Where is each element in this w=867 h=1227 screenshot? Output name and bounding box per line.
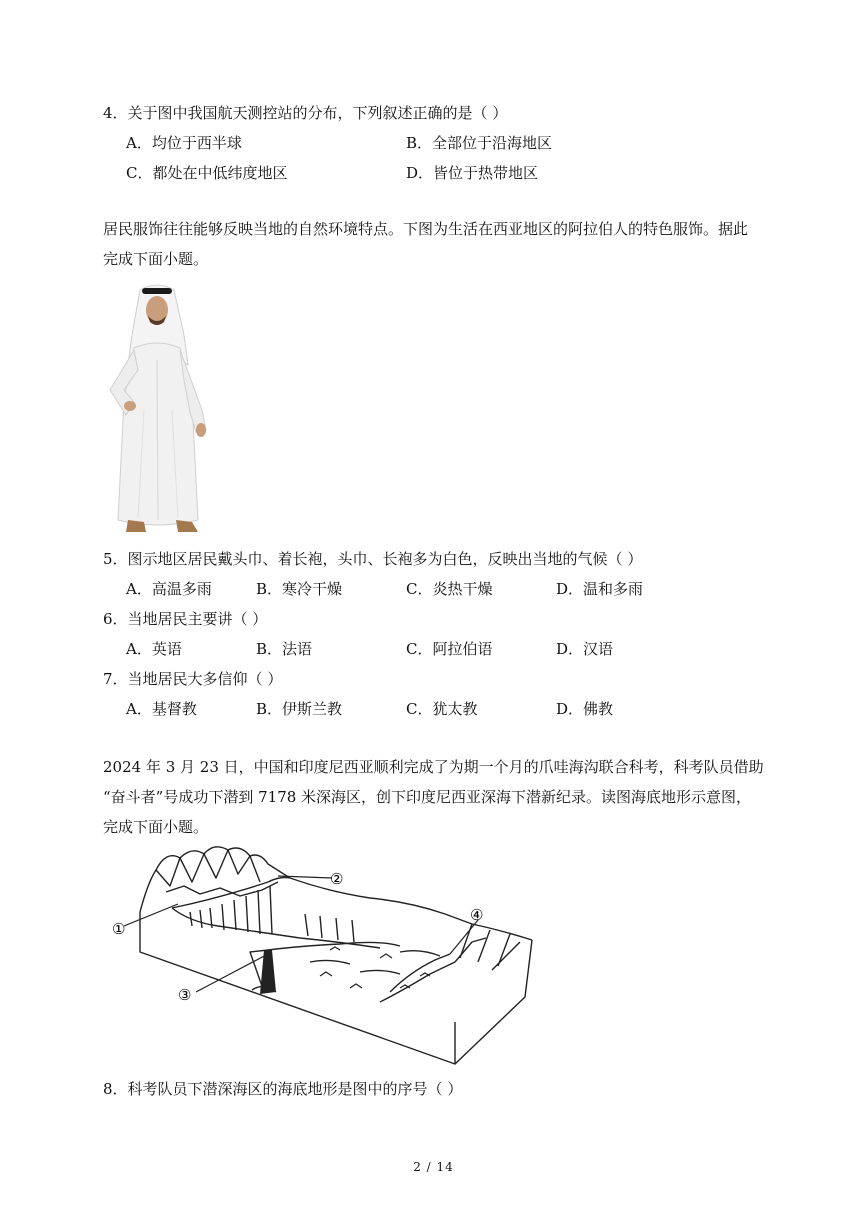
question-4-option-d: D．皆位于热带地区 xyxy=(406,164,539,182)
question-4-option-c: C．都处在中低纬度地区 xyxy=(126,164,288,182)
question-8-stem: 8．科考队员下潜深海区的海底地形是图中的序号（ ） xyxy=(103,1080,463,1098)
question-6-stem: 6．当地居民主要讲（ ） xyxy=(103,610,268,628)
question-7-option-c: C．犹太教 xyxy=(406,700,478,718)
question-5-option-b: B．寒冷干燥 xyxy=(256,580,343,598)
question-6-option-d: D．汉语 xyxy=(556,640,614,658)
svg-text:④: ④ xyxy=(470,906,484,924)
question-6-option-a: A．英语 xyxy=(126,640,182,658)
question-5-option-c: C．炎热干燥 xyxy=(406,580,493,598)
question-4-option-b: B．全部位于沿海地区 xyxy=(406,134,553,152)
question-7-stem: 7．当地居民大多信仰（ ） xyxy=(103,670,283,688)
page-number: 2 / 14 xyxy=(413,1160,454,1174)
question-4-option-a: A．均位于西半球 xyxy=(126,134,242,152)
question-6-option-c: C．阿拉伯语 xyxy=(406,640,493,658)
svg-text:③: ③ xyxy=(178,986,192,1004)
question-6-option-b: B．法语 xyxy=(256,640,313,658)
diagram-label-3 xyxy=(178,986,191,1004)
svg-text:②: ② xyxy=(330,870,344,888)
passage-2-line-3: 完成下面小题。 xyxy=(103,818,209,836)
question-5-stem: 5．图示地区居民戴头巾、着长袍，头巾、长袍多为白色，反映出当地的气候（ ） xyxy=(103,550,643,568)
passage-1-line-2: 完成下面小题。 xyxy=(103,250,209,268)
arab-clothing-figure xyxy=(100,280,215,540)
question-5-option-a: A．高温多雨 xyxy=(126,580,212,598)
passage-2-line-2: “奋斗者”号成功下潜到 7178 米深海区，创下印度尼西亚深海下潜新纪录。读图海底地形示意图， xyxy=(103,788,752,806)
passage-2-line-1: 2024 年 3 月 23 日，中国和印度尼西亚顺利完成了为期一个月的爪哇海沟联合科考，科考队员借助 xyxy=(103,758,764,776)
question-7-option-d: D．佛教 xyxy=(556,700,614,718)
diagram-label-4 xyxy=(470,906,483,924)
svg-text:①: ① xyxy=(112,920,126,938)
diagram-label-2 xyxy=(330,870,343,888)
passage-1-line-1: 居民服饰往往能够反映当地的自然环境特点。下图为生活在西亚地区的阿拉伯人的特色服饰。据此 xyxy=(103,220,749,238)
question-7-option-b: B．伊斯兰教 xyxy=(256,700,343,718)
question-4-stem: 4．关于图中我国航天测控站的分布，下列叙述正确的是（ ） xyxy=(103,104,508,122)
diagram-label-1 xyxy=(112,920,125,938)
question-5-option-d: D．温和多雨 xyxy=(556,580,644,598)
question-7-option-a: A．基督教 xyxy=(126,700,197,718)
seafloor-landform-diagram xyxy=(100,842,540,1072)
